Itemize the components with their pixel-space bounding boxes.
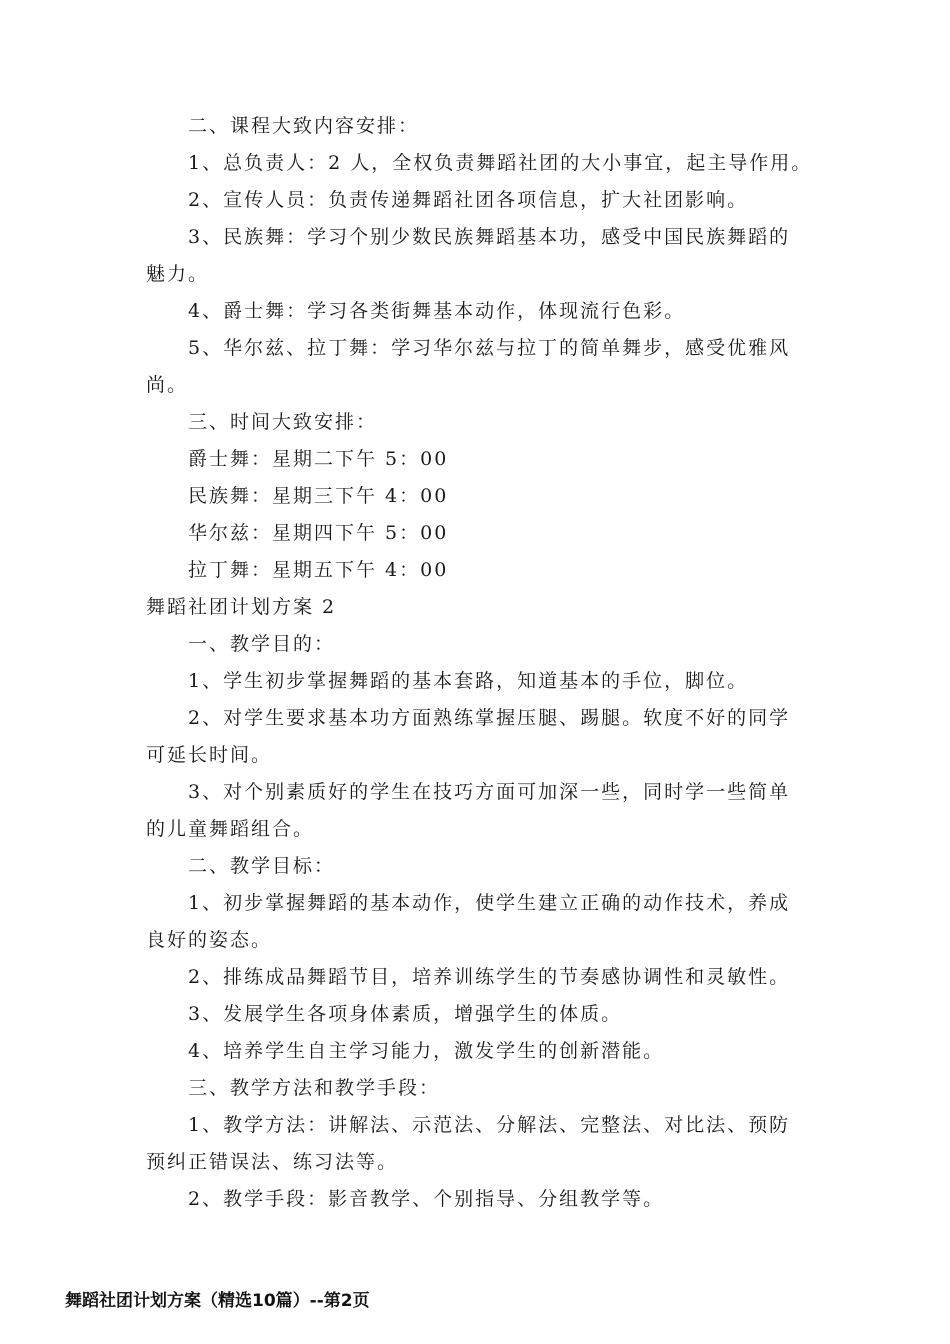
text-line: 魅力。 [146, 263, 210, 285]
text-line: 预纠正错误法、练习法等。 [146, 1151, 399, 1173]
text-line: 二、教学目标： [188, 855, 336, 877]
text-line: 1、学生初步掌握舞蹈的基本套路，知道基本的手位，脚位。 [188, 670, 749, 692]
text-line: 1、总负责人：2 人，全权负责舞蹈社团的大小事宜，起主导作用。 [188, 152, 813, 174]
text-line: 1、教学方法：讲解法、示范法、分解法、完整法、对比法、预防 [188, 1114, 791, 1136]
text-line: 5、华尔兹、拉丁舞：学习华尔兹与拉丁的简单舞步，感受优雅风 [188, 337, 791, 359]
text-line: 4、爵士舞：学习各类街舞基本动作，体现流行色彩。 [188, 300, 686, 322]
text-line: 爵士舞：星期二下午 5：00 [188, 448, 449, 470]
text-line: 二、课程大致内容安排： [188, 115, 420, 137]
text-line: 3、对个别素质好的学生在技巧方面可加深一些，同时学一些简单 [188, 781, 791, 803]
document-body [146, 108, 836, 1218]
text-line: 4、培养学生自主学习能力，激发学生的创新潜能。 [188, 1040, 665, 1062]
page-footer: 舞蹈社团计划方案（精选10篇）--第2页 [65, 1291, 370, 1311]
text-line: 3、发展学生各项身体素质，增强学生的体质。 [188, 1003, 623, 1025]
text-line: 三、教学方法和教学手段： [188, 1077, 441, 1099]
text-line: 华尔兹：星期四下午 5：00 [188, 522, 449, 544]
text-line: 尚。 [146, 374, 189, 396]
text-line: 2、教学手段：影音教学、个别指导、分组教学等。 [188, 1188, 665, 1210]
text-line: 三、时间大致安排： [188, 411, 378, 433]
text-line: 2、宣传人员：负责传递舞蹈社团各项信息，扩大社团影响。 [188, 189, 749, 211]
text-line: 一、教学目的： [188, 633, 336, 655]
text-line: 拉丁舞：星期五下午 4：00 [188, 559, 449, 581]
text-line: 舞蹈社团计划方案 2 [146, 596, 337, 618]
text-line: 1、初步掌握舞蹈的基本动作，使学生建立正确的动作技术，养成 [188, 892, 791, 914]
text-line: 2、对学生要求基本功方面熟练掌握压腿、踢腿。软度不好的同学 [188, 707, 791, 729]
text-line: 的儿童舞蹈组合。 [146, 818, 315, 840]
text-line: 民族舞：星期三下午 4：00 [188, 485, 449, 507]
text-line: 3、民族舞：学习个别少数民族舞蹈基本功，感受中国民族舞蹈的 [188, 226, 791, 248]
text-line: 良好的姿态。 [146, 929, 273, 951]
text-line: 2、排练成品舞蹈节目，培养训练学生的节奏感协调性和灵敏性。 [188, 966, 791, 988]
text-line: 可延长时间。 [146, 744, 273, 766]
